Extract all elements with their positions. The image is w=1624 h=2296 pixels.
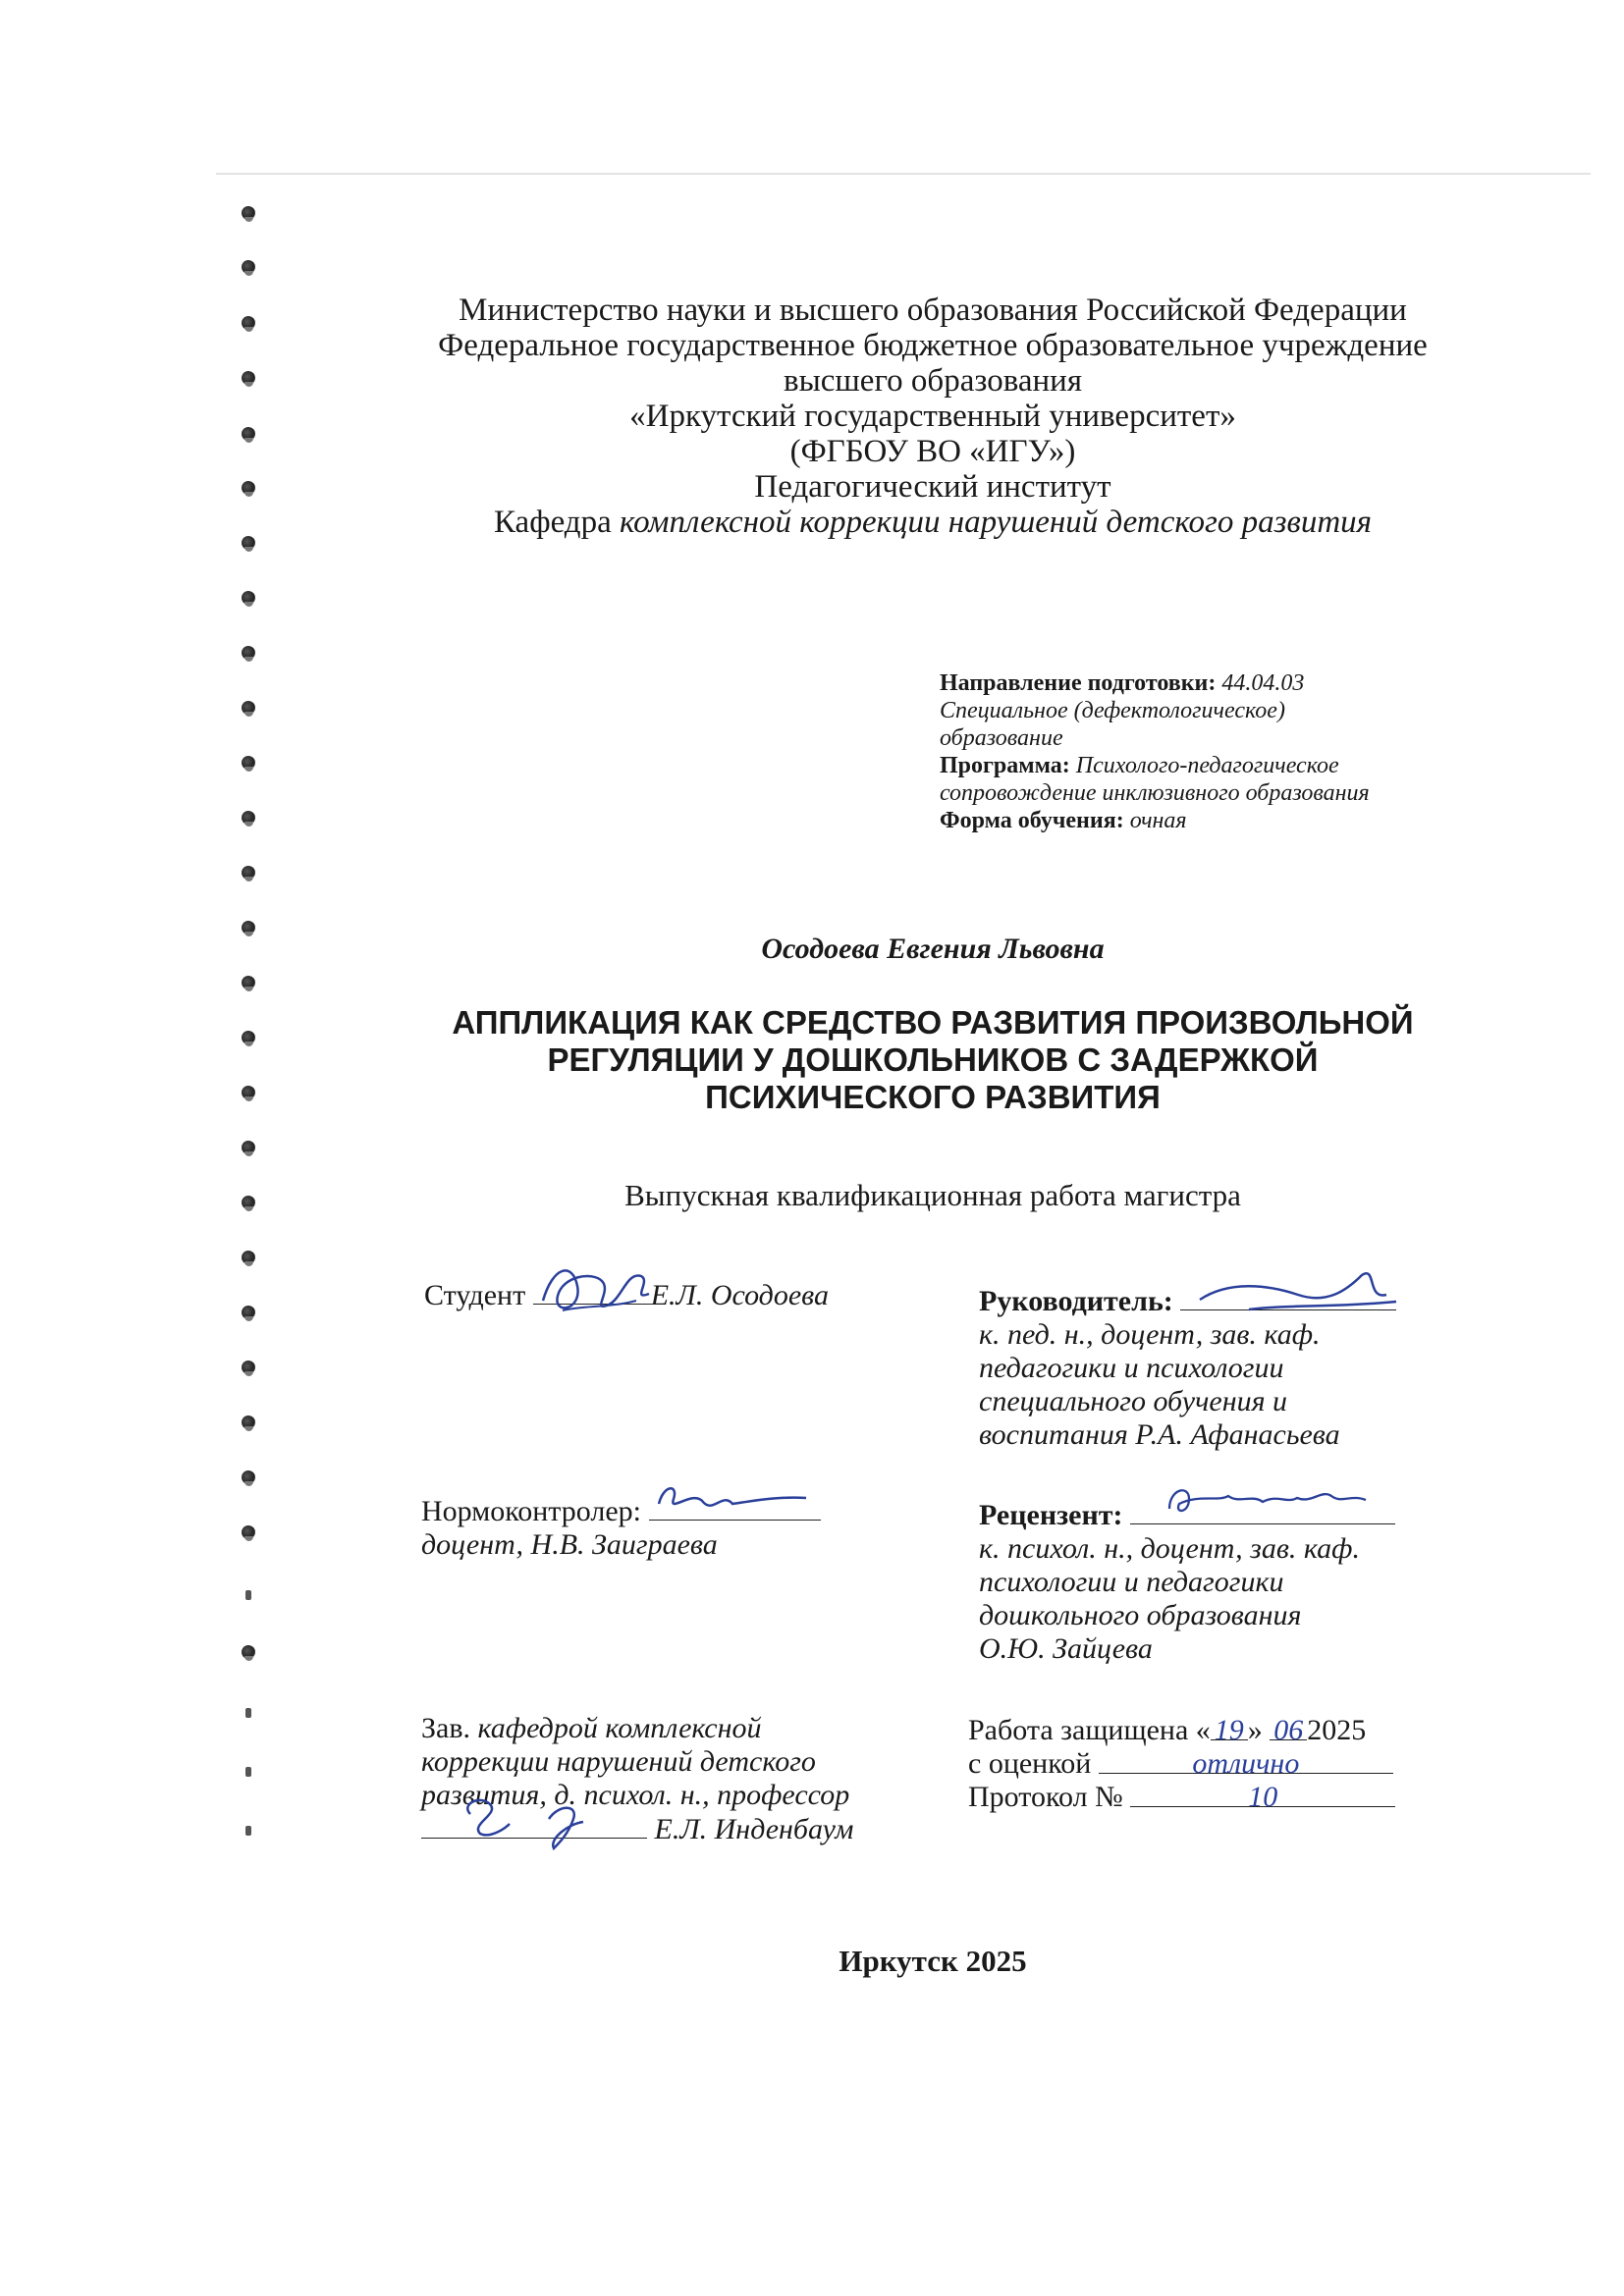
- reviewer-info: дошкольного образования: [979, 1599, 1302, 1631]
- reviewer-signature-icon: [1160, 1474, 1376, 1523]
- binding-hole-icon: [242, 756, 255, 770]
- binding-hole-icon: [245, 1826, 251, 1836]
- program-name-cont: сопровождение инклюзивного образования: [940, 780, 1370, 806]
- grade-label: с оценкой: [968, 1747, 1099, 1780]
- student-signature-line: [533, 1278, 651, 1305]
- institution-header: [295, 293, 1571, 540]
- head-prefix: Зав.: [421, 1712, 478, 1744]
- work-type: Выпускная квалификационная работа магистра: [624, 1178, 1241, 1212]
- grade-value: отлично: [1099, 1747, 1393, 1774]
- title-line: ПСИХИЧЕСКОГО РАЗВИТИЯ: [705, 1079, 1161, 1115]
- supervisor-signature-line: [1180, 1284, 1396, 1310]
- supervisor-info: специального обучения и: [979, 1385, 1288, 1417]
- header-line: «Иркутский государственный университет»: [629, 399, 1236, 434]
- protocol-label: Протокол №: [968, 1781, 1131, 1813]
- program-info: [940, 669, 1489, 834]
- city-year: Иркутск 2025: [839, 1944, 1027, 1978]
- header-line: Педагогический институт: [754, 469, 1111, 505]
- binding-hole-icon: [242, 1306, 255, 1319]
- student-signature-icon: [533, 1256, 661, 1325]
- direction-code: 44.04.03: [1221, 670, 1305, 696]
- reviewer-label: Рецензент:: [979, 1499, 1131, 1531]
- binding-hole-icon: [242, 1196, 255, 1209]
- header-line: высшего образования: [784, 363, 1082, 399]
- binding-hole-icon: [242, 1415, 255, 1429]
- binding-hole-icon: [242, 701, 255, 715]
- supervisor-info: к. пед. н., доцент, зав. каф.: [979, 1318, 1321, 1351]
- defense-prefix: Работа защищена «: [968, 1714, 1211, 1746]
- binding-hole-icon: [242, 1086, 255, 1099]
- paper-edge: [216, 173, 1591, 175]
- binding-hole-icon: [242, 1031, 255, 1044]
- direction-name-cont: образование: [940, 725, 1063, 751]
- study-form-label: Форма обучения:: [940, 808, 1130, 833]
- binding-hole-icon: [242, 866, 255, 880]
- binding-hole-icon: [242, 811, 255, 825]
- binding-hole-icon: [242, 371, 255, 385]
- department-line: [295, 505, 1571, 540]
- binding-hole-icon: [242, 591, 255, 605]
- protocol-value: 10: [1130, 1781, 1395, 1807]
- defense-year: 2025: [1307, 1714, 1367, 1746]
- binding-hole-icon: [242, 921, 255, 934]
- direction-name: Специальное (дефектологическое): [940, 698, 1285, 723]
- header-line: Федеральное государственное бюджетное образовательное учреждение: [438, 328, 1428, 363]
- direction-label: Направление подготовки:: [940, 670, 1222, 696]
- study-form-value: очная: [1129, 808, 1187, 833]
- supervisor-info: педагогики и психологии: [979, 1352, 1284, 1384]
- student-block: [424, 1278, 829, 1312]
- binding-hole-icon: [242, 1251, 255, 1264]
- head-block: [421, 1712, 853, 1846]
- reviewer-info: О.Ю. Зайцева: [979, 1632, 1153, 1665]
- reviewer-signature-line: [1130, 1498, 1395, 1524]
- normcontrol-block: [421, 1494, 821, 1562]
- binding-hole-icon: [242, 646, 255, 660]
- title-line: АППЛИКАЦИЯ КАК СРЕДСТВО РАЗВИТИЯ ПРОИЗВОЛЬНОЙ: [452, 1004, 1414, 1041]
- binding-hole-icon: [242, 1141, 255, 1154]
- binding-holes: [242, 196, 265, 1865]
- binding-hole-icon: [242, 1470, 255, 1484]
- normcontrol-label: Нормоконтролер:: [421, 1495, 649, 1527]
- supervisor-label: Руководитель:: [979, 1285, 1181, 1317]
- reviewer-info: к. психол. н., доцент, зав. каф.: [979, 1532, 1360, 1565]
- head-signature-line: [421, 1812, 647, 1839]
- reviewer-block: [979, 1498, 1395, 1666]
- head-info: кафедрой комплексной: [477, 1712, 762, 1744]
- supervisor-block: [979, 1284, 1396, 1452]
- head-name: Е.Л. Инденбаум: [647, 1813, 854, 1845]
- title-line: РЕГУЛЯЦИИ У ДОШКОЛЬНИКОВ С ЗАДЕРЖКОЙ: [547, 1041, 1319, 1078]
- header-line: Министерство науки и высшего образования Российской Федерации: [459, 293, 1407, 328]
- supervisor-info: воспитания Р.А. Афанасьева: [979, 1418, 1340, 1451]
- binding-hole-icon: [245, 1767, 251, 1777]
- binding-hole-icon: [242, 260, 255, 274]
- department-name: комплексной коррекции нарушений детского развития: [619, 505, 1373, 540]
- binding-hole-icon: [242, 976, 255, 989]
- binding-hole-icon: [245, 1708, 251, 1718]
- binding-hole-icon: [242, 1361, 255, 1374]
- binding-hole-icon: [242, 316, 255, 330]
- normcontrol-signature-icon: [649, 1474, 816, 1523]
- program-label: Программа:: [940, 753, 1076, 778]
- defense-month: 06: [1270, 1714, 1307, 1740]
- normcontrol-info: доцент, Н.В. Заиграева: [421, 1528, 718, 1561]
- defense-block: [968, 1714, 1395, 1814]
- binding-hole-icon: [242, 1525, 255, 1539]
- author-name: Осодоева Евгения Львовна: [761, 933, 1105, 965]
- program-name: Психолого-педагогическое: [1075, 753, 1339, 778]
- head-info: коррекции нарушений детского: [421, 1745, 816, 1778]
- head-info: развития, д. психол. н., профессор: [421, 1779, 850, 1811]
- header-line: (ФГБОУ ВО «ИГУ»): [789, 434, 1076, 469]
- student-label: Студент: [424, 1279, 533, 1311]
- normcontrol-signature-line: [649, 1494, 821, 1521]
- binding-hole-icon: [242, 206, 255, 220]
- binding-hole-icon: [242, 1645, 255, 1659]
- binding-hole-icon: [242, 427, 255, 441]
- department-prefix: Кафедра: [493, 505, 620, 540]
- supervisor-signature-icon: [1190, 1260, 1406, 1329]
- binding-hole-icon: [242, 536, 255, 550]
- binding-hole-icon: [245, 1590, 251, 1600]
- defense-mid: »: [1247, 1714, 1271, 1746]
- binding-hole-icon: [242, 481, 255, 495]
- student-name: Е.Л. Осодоева: [650, 1279, 829, 1311]
- defense-day: 19: [1211, 1714, 1248, 1740]
- thesis-title: [295, 1004, 1571, 1116]
- head-signature-icon: [451, 1785, 637, 1853]
- reviewer-info: психологии и педагогики: [979, 1566, 1284, 1598]
